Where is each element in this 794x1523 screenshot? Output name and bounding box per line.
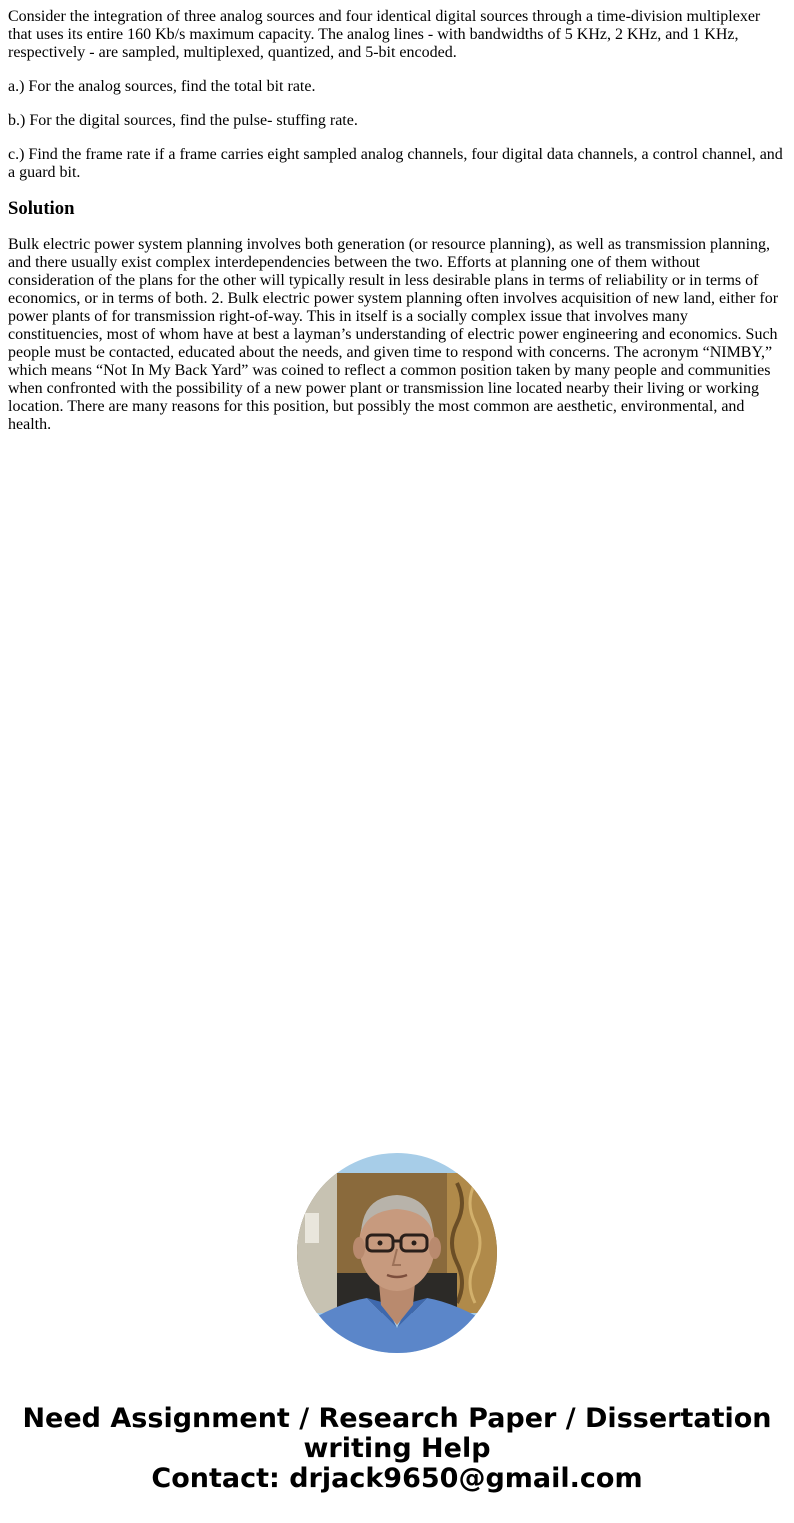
question-part-c: c.) Find the frame rate if a frame carries eight sampled analog channels, four digital data channels, a control channel, and a guard bit.: [8, 146, 783, 181]
author-photo-illustration: [297, 1153, 497, 1353]
solution-body: Bulk electric power system planning involves both generation (or resource planning), as well as transmission planning, and there usually exist complex interdependencies between the two. Efforts at planning one of them without consideration of the plans for the other will typically result in less desirable plans in terms of reliability or in terms of economics, or in terms of both. 2. Bulk electric power system planning often involves acquisition of new land, either for power plants of for transmission right-of-way. This in itself is a socially complex issue that involves many constituencies, most of whom have at best a layman’s understanding of electric power engineering and economics. Such people must be contacted, educated about the needs, and given time to respond with concerns. The acronym “NIMBY,” which means “Not In My Back Yard” was coined to reflect a common position taken by many people and communities when confronted with the possibility of a new power plant or transmission line located nearby their living or working location. There are many reasons for this position, but possibly the most common are aesthetic, environmental, and health.: [8, 236, 779, 433]
solution-heading: Solution: [8, 198, 75, 219]
question-content: [8, 8, 786, 450]
promo-contact: Contact: drjack9650@gmail.com: [151, 1463, 643, 1494]
promo-line-2: writing Help: [303, 1433, 491, 1464]
author-avatar: [297, 1153, 497, 1353]
question-intro: Consider the integration of three analog sources and four identical digital sources through a time-division multiplexer that uses its entire 160 Kb/s maximum capacity. The analog lines - with bandwidths of 5 KHz, 2 KHz, and 1 KHz, respectively - are sampled, multiplexed, quantized, and 5-bit encoded.: [8, 8, 761, 61]
question-part-a: a.) For the analog sources, find the total bit rate.: [8, 78, 316, 95]
promo-banner: [0, 1404, 794, 1494]
promo-line-1: Need Assignment / Research Paper / Dissertation: [22, 1403, 772, 1434]
question-part-b: b.) For the digital sources, find the pulse- stuffing rate.: [8, 112, 358, 129]
